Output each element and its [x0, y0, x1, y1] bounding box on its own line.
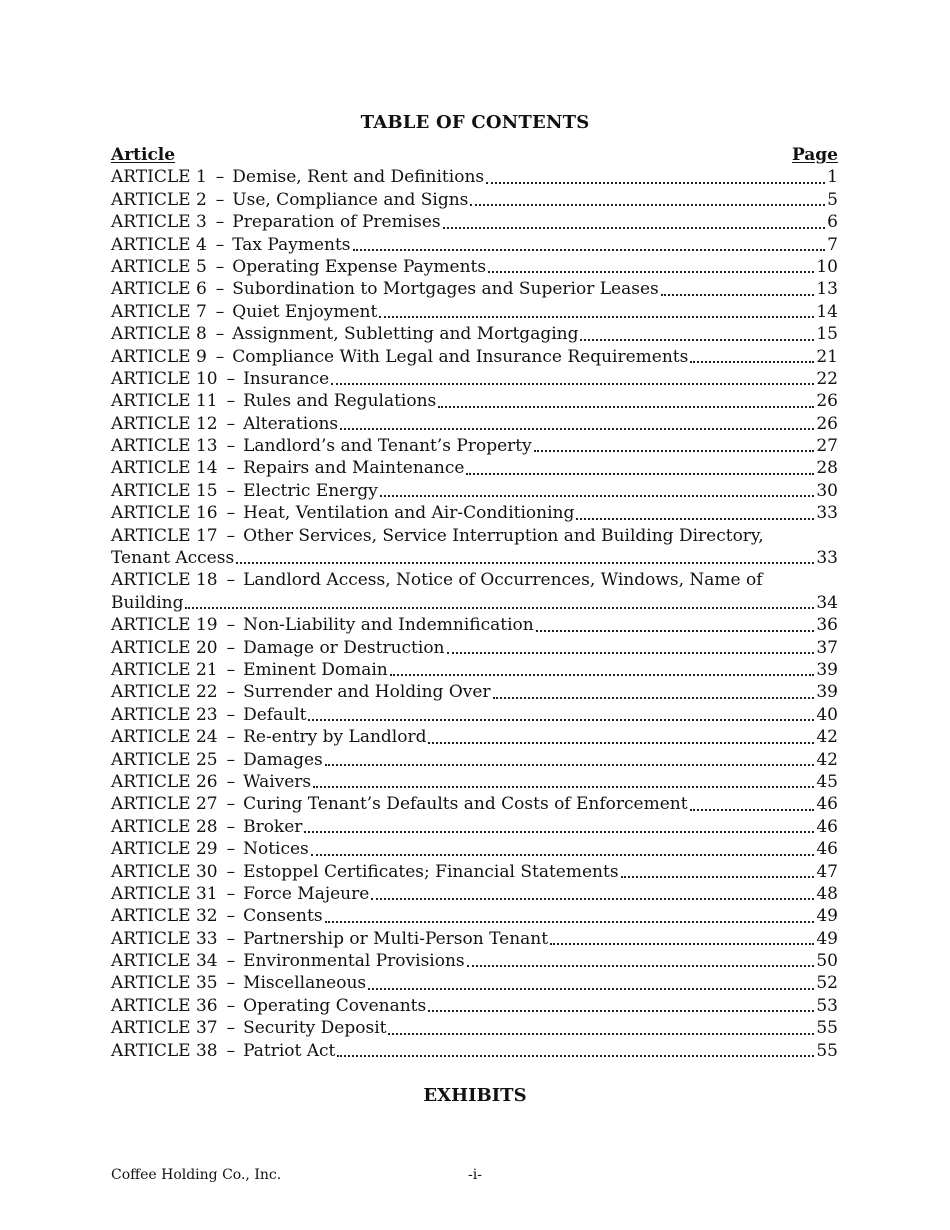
toc-entry-separator: – [215, 212, 225, 233]
toc-entry [111, 435, 838, 457]
toc-entry-title: Estoppel Certificates; Financial Statements [243, 861, 619, 882]
toc-entry-title: Damage or Destruction [243, 637, 445, 658]
toc-entry [111, 614, 838, 636]
toc-dot-leader [337, 1044, 814, 1062]
toc-dot-leader [390, 663, 815, 681]
toc-entry [111, 278, 838, 300]
toc-entry-article-number: ARTICLE 18 [111, 570, 218, 591]
toc-entry [111, 346, 838, 368]
toc-entry [111, 995, 838, 1017]
article-column-header: Article [111, 145, 176, 165]
footer-page-number: -i- [468, 1167, 482, 1183]
toc-entry-title: Landlord Access, Notice of Occurrences, Windows, Name of [243, 570, 763, 591]
toc-entry [111, 323, 838, 345]
toc-entry-separator: – [215, 167, 225, 188]
toc-entry-separator: – [226, 771, 236, 792]
toc-dot-leader [534, 439, 815, 457]
toc-entry-page-number: 48 [816, 883, 838, 904]
toc-entry-separator: – [215, 234, 225, 255]
toc-entry-separator: – [226, 839, 236, 860]
toc-entry-separator: – [215, 346, 225, 367]
toc-entry-article-number: ARTICLE 11 [111, 391, 218, 412]
toc-entry [111, 681, 838, 703]
toc-entry [111, 816, 838, 838]
toc-entry-title: Waivers [243, 771, 312, 792]
toc-entry-separator: – [226, 951, 236, 972]
toc-dot-leader [690, 350, 814, 368]
toc-entry-separator: – [226, 570, 236, 591]
toc-dot-leader [438, 395, 814, 413]
toc-entry-separator: – [226, 413, 236, 434]
toc-dot-leader [621, 865, 815, 883]
toc-dot-leader [185, 596, 814, 614]
toc-entry [111, 950, 838, 972]
toc-entry-title: Operating Expense Payments [232, 256, 487, 277]
toc-dot-leader [470, 193, 825, 211]
toc-entry-page-number: 50 [816, 951, 838, 972]
toc-entry-article-number: ARTICLE 25 [111, 749, 218, 770]
toc-entry-article-number: ARTICLE 8 [111, 324, 207, 345]
toc-entry-page-number: 13 [816, 279, 838, 300]
toc-entry [111, 883, 838, 905]
toc-entry-page-number: 42 [816, 727, 838, 748]
toc-dot-leader [467, 954, 815, 972]
toc-dot-leader [313, 775, 814, 793]
toc-entry-title: Notices [243, 839, 309, 860]
toc-entry [111, 525, 838, 547]
toc-entry-article-number: ARTICLE 30 [111, 861, 218, 882]
toc-entry-separator: – [215, 301, 225, 322]
toc-entry-page-number: 45 [816, 771, 838, 792]
toc-entry-article-number: ARTICLE 26 [111, 771, 218, 792]
toc-entry-title: Partnership or Multi-Person Tenant [243, 928, 549, 949]
toc-entry-page-number: 47 [816, 861, 838, 882]
toc-entries [111, 166, 838, 1062]
toc-entry-page-number: 28 [816, 458, 838, 479]
toc-entry-title: Landlord’s and Tenant’s Property [243, 436, 532, 457]
toc-column-headers [111, 144, 838, 166]
toc-entry-title: Re-entry by Landlord [243, 727, 427, 748]
toc-entry [111, 390, 838, 412]
toc-entry [111, 480, 838, 502]
toc-entry-article-number: ARTICLE 6 [111, 279, 207, 300]
toc-dot-leader [536, 619, 815, 637]
toc-dot-leader [371, 887, 814, 905]
toc-entry-page-number: 33 [816, 548, 838, 569]
toc-entry-page-number: 15 [816, 324, 838, 345]
toc-entry-title: Surrender and Holding Over [243, 682, 491, 703]
toc-entry-title: Default [243, 704, 307, 725]
toc-entry-separator: – [226, 727, 236, 748]
toc-entry-page-number: 27 [816, 436, 838, 457]
toc-dot-leader [466, 462, 814, 480]
toc-entry [111, 256, 838, 278]
toc-entry-title: Environmental Provisions [243, 951, 465, 972]
toc-entry-page-number: 6 [827, 212, 838, 233]
toc-entry-article-number: ARTICLE 36 [111, 995, 218, 1016]
toc-entry [111, 771, 838, 793]
footer-company: Coffee Holding Co., Inc. [111, 1167, 282, 1183]
toc-entry [111, 637, 838, 659]
toc-entry [111, 861, 838, 883]
toc-dot-leader [661, 283, 815, 301]
toc-entry-article-number: ARTICLE 20 [111, 637, 218, 658]
toc-entry-separator: – [226, 794, 236, 815]
toc-entry-article-number: ARTICLE 38 [111, 1040, 218, 1061]
toc-entry-article-number: ARTICLE 17 [111, 525, 218, 546]
toc-entry-separator: – [226, 928, 236, 949]
toc-entry-article-number: ARTICLE 32 [111, 906, 218, 927]
toc-entry-continuation [111, 547, 838, 569]
toc-entry-separator: – [226, 906, 236, 927]
toc-entry-separator: – [226, 973, 236, 994]
toc-entry-title: Heat, Ventilation and Air-Conditioning [243, 503, 575, 524]
toc-entry-article-number: ARTICLE 24 [111, 727, 218, 748]
toc-entry-title: Quiet Enjoyment [232, 301, 378, 322]
toc-dot-leader [368, 977, 814, 995]
toc-entry [111, 793, 838, 815]
toc-entry-page-number: 46 [816, 839, 838, 860]
toc-entry [111, 704, 838, 726]
toc-entry-separator: – [226, 1040, 236, 1061]
toc-entry [111, 413, 838, 435]
exhibits-heading: EXHIBITS [423, 1085, 527, 1106]
toc-dot-leader [488, 260, 814, 278]
toc-dot-leader [576, 507, 814, 525]
toc-dot-leader [325, 910, 815, 928]
toc-entry-title-continuation: Building [111, 592, 184, 613]
toc-entry [111, 726, 838, 748]
toc-entry-title: Subordination to Mortgages and Superior Leases [232, 279, 659, 300]
toc-entry-article-number: ARTICLE 12 [111, 413, 218, 434]
toc-entry-article-number: ARTICLE 3 [111, 212, 207, 233]
toc-entry-separator: – [215, 189, 225, 210]
toc-entry-page-number: 22 [816, 368, 838, 389]
toc-dot-leader [331, 372, 814, 390]
toc-entry-title: Operating Covenants [243, 995, 427, 1016]
toc-entry [111, 368, 838, 390]
toc-entry-page-number: 49 [816, 906, 838, 927]
toc-entry-title: Tax Payments [232, 234, 351, 255]
toc-entry-separator: – [215, 279, 225, 300]
toc-entry-page-number: 55 [816, 1018, 838, 1039]
toc-entry-article-number: ARTICLE 29 [111, 839, 218, 860]
toc-dot-leader [428, 731, 814, 749]
toc-entry-title: Eminent Domain [243, 659, 388, 680]
toc-entry-separator: – [226, 525, 236, 546]
toc-entry-article-number: ARTICLE 33 [111, 928, 218, 949]
toc-entry-separator: – [226, 503, 236, 524]
toc-entry-article-number: ARTICLE 22 [111, 682, 218, 703]
toc-entry [111, 189, 838, 211]
toc-entry-separator: – [226, 816, 236, 837]
toc-entry-separator: – [226, 637, 236, 658]
toc-entry-page-number: 46 [816, 816, 838, 837]
toc-entry-title: Other Services, Service Interruption and Building Directory, [243, 525, 764, 546]
toc-dot-leader [308, 708, 814, 726]
toc-dot-leader [580, 328, 814, 346]
toc-entry [111, 166, 838, 188]
toc-entry-page-number: 40 [816, 704, 838, 725]
toc-dot-leader [443, 216, 826, 234]
toc-entry-separator: – [215, 324, 225, 345]
toc-entry-separator: – [226, 749, 236, 770]
toc-entry-article-number: ARTICLE 7 [111, 301, 207, 322]
toc-entry-article-number: ARTICLE 27 [111, 794, 218, 815]
toc-entry-continuation [111, 592, 838, 614]
toc-entry-separator: – [226, 615, 236, 636]
toc-dot-leader [447, 641, 815, 659]
toc-entry-separator: – [226, 704, 236, 725]
toc-entry-separator: – [215, 256, 225, 277]
toc-entry-article-number: ARTICLE 9 [111, 346, 207, 367]
toc-entry-separator: – [226, 682, 236, 703]
toc-dot-leader [550, 932, 814, 950]
toc-entry-page-number: 33 [816, 503, 838, 524]
toc-entry-article-number: ARTICLE 21 [111, 659, 218, 680]
toc-entry [111, 1017, 838, 1039]
toc-entry-title: Alterations [243, 413, 339, 434]
toc-entry-article-number: ARTICLE 16 [111, 503, 218, 524]
toc-entry [111, 301, 838, 323]
toc-entry-title: Force Majeure [243, 883, 370, 904]
toc-entry-page-number: 46 [816, 794, 838, 815]
toc-entry-title: Insurance [243, 368, 330, 389]
toc-entry-title: Electric Energy [243, 480, 378, 501]
toc-entry-separator: – [226, 436, 236, 457]
toc-entry-title: Non-Liability and Indemnification [243, 615, 534, 636]
toc-entry-article-number: ARTICLE 28 [111, 816, 218, 837]
toc-entry-title: Patriot Act [243, 1040, 336, 1061]
toc-entry-page-number: 7 [827, 234, 838, 255]
toc-dot-leader [236, 551, 814, 569]
toc-entry-page-number: 30 [816, 480, 838, 501]
toc-dot-leader [428, 999, 814, 1017]
toc-entry-article-number: ARTICLE 1 [111, 167, 207, 188]
toc-entry [111, 659, 838, 681]
toc-entry [111, 928, 838, 950]
toc-entry [111, 211, 838, 233]
toc-dot-leader [325, 753, 815, 771]
toc-entry-page-number: 1 [827, 167, 838, 188]
toc-dot-leader [493, 686, 815, 704]
toc-entry-page-number: 42 [816, 749, 838, 770]
toc-entry-article-number: ARTICLE 2 [111, 189, 207, 210]
table-of-contents [111, 144, 838, 1062]
toc-entry-title: Compliance With Legal and Insurance Requirements [232, 346, 689, 367]
toc-entry-title: Curing Tenant’s Defaults and Costs of Enforcement [243, 794, 688, 815]
toc-dot-leader [486, 171, 825, 189]
toc-entry-title: Demise, Rent and Definitions [232, 167, 485, 188]
toc-entry-title: Miscellaneous [243, 973, 367, 994]
toc-entry [111, 569, 838, 591]
toc-entry [111, 502, 838, 524]
toc-entry-page-number: 14 [816, 301, 838, 322]
toc-entry-title: Damages [243, 749, 323, 770]
toc-entry-separator: – [226, 480, 236, 501]
toc-entry-article-number: ARTICLE 23 [111, 704, 218, 725]
toc-entry-separator: – [226, 391, 236, 412]
toc-entry-page-number: 52 [816, 973, 838, 994]
toc-entry-page-number: 21 [816, 346, 838, 367]
toc-entry-separator: – [226, 659, 236, 680]
page-column-header: Page [791, 145, 838, 165]
toc-entry-separator: – [226, 861, 236, 882]
toc-dot-leader [311, 843, 815, 861]
toc-entry-article-number: ARTICLE 10 [111, 368, 218, 389]
toc-entry-article-number: ARTICLE 15 [111, 480, 218, 501]
toc-entry-article-number: ARTICLE 35 [111, 973, 218, 994]
toc-dot-leader [340, 417, 814, 435]
toc-entry-article-number: ARTICLE 14 [111, 458, 218, 479]
toc-dot-leader [304, 820, 814, 838]
toc-dot-leader [353, 238, 826, 256]
toc-entry-page-number: 39 [816, 682, 838, 703]
toc-entry-article-number: ARTICLE 37 [111, 1018, 218, 1039]
toc-entry-title: Broker [243, 816, 303, 837]
toc-entry-title: Preparation of Premises [232, 212, 441, 233]
toc-dot-leader [379, 305, 814, 323]
toc-entry-title: Security Deposit [243, 1018, 387, 1039]
toc-entry-title: Rules and Regulations [243, 391, 437, 412]
toc-entry [111, 972, 838, 994]
toc-entry-article-number: ARTICLE 5 [111, 256, 207, 277]
toc-entry-article-number: ARTICLE 34 [111, 951, 218, 972]
toc-entry-title-continuation: Tenant Access [111, 548, 235, 569]
toc-entry-separator: – [226, 995, 236, 1016]
toc-entry-title: Consents [243, 906, 323, 927]
toc-entry-separator: – [226, 883, 236, 904]
toc-title: TABLE OF CONTENTS [360, 112, 590, 133]
toc-entry-title: Repairs and Maintenance [243, 458, 465, 479]
toc-entry [111, 838, 838, 860]
toc-entry-article-number: ARTICLE 13 [111, 436, 218, 457]
toc-entry-separator: – [226, 368, 236, 389]
toc-entry-page-number: 53 [816, 995, 838, 1016]
toc-entry [111, 234, 838, 256]
toc-entry-page-number: 5 [827, 189, 838, 210]
toc-entry-page-number: 39 [816, 659, 838, 680]
toc-entry-separator: – [226, 1018, 236, 1039]
toc-entry-article-number: ARTICLE 4 [111, 234, 207, 255]
toc-entry-page-number: 34 [816, 592, 838, 613]
toc-entry-title: Use, Compliance and Signs [232, 189, 469, 210]
toc-entry-separator: – [226, 458, 236, 479]
toc-entry-page-number: 37 [816, 637, 838, 658]
toc-entry-page-number: 49 [816, 928, 838, 949]
toc-entry [111, 1040, 838, 1062]
toc-entry-title: Assignment, Subletting and Mortgaging [232, 324, 579, 345]
toc-entry [111, 905, 838, 927]
toc-entry-page-number: 55 [816, 1040, 838, 1061]
toc-dot-leader [388, 1022, 814, 1040]
toc-entry-article-number: ARTICLE 31 [111, 883, 218, 904]
toc-dot-leader [380, 484, 815, 502]
toc-entry-page-number: 36 [816, 615, 838, 636]
toc-entry-page-number: 26 [816, 391, 838, 412]
toc-entry [111, 749, 838, 771]
toc-entry-page-number: 10 [816, 256, 838, 277]
toc-entry-article-number: ARTICLE 19 [111, 615, 218, 636]
toc-entry-page-number: 26 [816, 413, 838, 434]
toc-entry [111, 457, 838, 479]
toc-dot-leader [690, 798, 815, 816]
